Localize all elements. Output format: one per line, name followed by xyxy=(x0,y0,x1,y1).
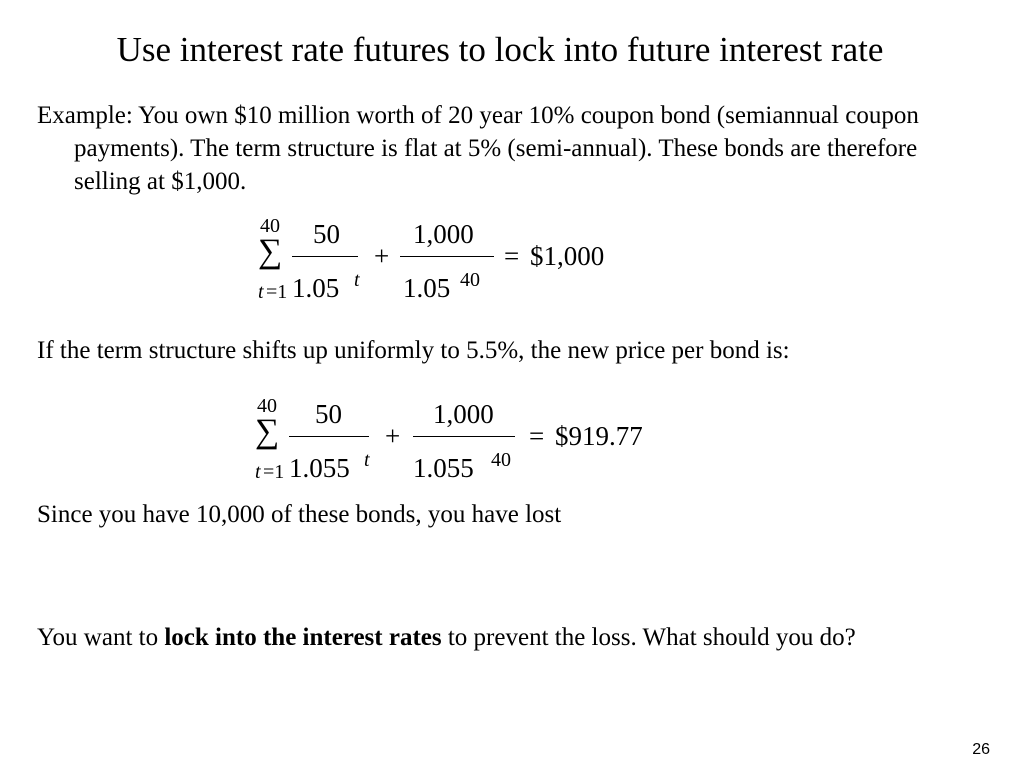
loss-paragraph xyxy=(37,498,987,531)
page-number: 26 xyxy=(972,741,990,758)
fraction-bar xyxy=(292,256,358,257)
rate-denominator: 1.055 xyxy=(289,453,350,483)
sum-lower-var: t xyxy=(255,461,261,483)
summation-symbol: ∑ xyxy=(255,413,280,450)
fraction-bar xyxy=(413,436,515,437)
face-numerator: 1,000 xyxy=(413,219,474,249)
result-value: $1,000 xyxy=(530,241,605,271)
slide-title: Use interest rate futures to lock into future interest rate xyxy=(116,30,884,69)
fraction-bar xyxy=(289,436,369,437)
sum-lower-eq: =1 xyxy=(263,461,285,483)
sum-upper-limit: 40 xyxy=(260,215,280,237)
plus-sign: + xyxy=(374,241,390,271)
example-text: Example: You own $10 million worth of 20 year 10% coupon bond (semiannual coupon payments). The term structure is flat at 5% (semi-annual). These bonds are therefore selling at $1,000. xyxy=(37,102,919,195)
exponent-t: t xyxy=(364,449,370,471)
exponent-40: 40 xyxy=(460,269,480,291)
rate-denominator: 1.05 xyxy=(292,273,340,303)
lock-paragraph xyxy=(37,621,987,654)
plus-sign: + xyxy=(385,421,401,451)
sum-upper-limit: 40 xyxy=(257,395,277,417)
equals-sign: = xyxy=(529,421,545,451)
summation-symbol: ∑ xyxy=(258,233,283,270)
fraction-bar xyxy=(400,256,494,257)
face-numerator: 1,000 xyxy=(433,399,494,429)
loss-text: Since you have 10,000 of these bonds, you have lost xyxy=(37,501,562,528)
shift-text: If the term structure shifts up uniformly to 5.5%, the new price per bond is: xyxy=(37,337,790,364)
lock-text xyxy=(37,621,987,654)
rate-denominator: 1.05 xyxy=(403,273,451,303)
lock-prefix: You want to xyxy=(37,624,165,651)
sum-lower-eq: =1 xyxy=(266,281,288,303)
lock-bold-phrase: lock into the interest rates xyxy=(164,624,442,651)
exponent-40: 40 xyxy=(491,449,511,471)
price-equation-2 xyxy=(255,395,675,490)
lock-suffix: to prevent the loss. What should you do? xyxy=(441,624,856,651)
coupon-numerator: 50 xyxy=(313,219,340,249)
result-value: $919.77 xyxy=(555,421,643,451)
example-paragraph xyxy=(37,99,987,198)
price-equation-1 xyxy=(258,215,638,310)
coupon-numerator: 50 xyxy=(315,399,342,429)
shift-paragraph xyxy=(37,334,987,367)
exponent-t: t xyxy=(354,269,360,291)
rate-denominator: 1.055 xyxy=(413,453,474,483)
sum-lower-var: t xyxy=(258,281,264,303)
equals-sign: = xyxy=(504,241,520,271)
